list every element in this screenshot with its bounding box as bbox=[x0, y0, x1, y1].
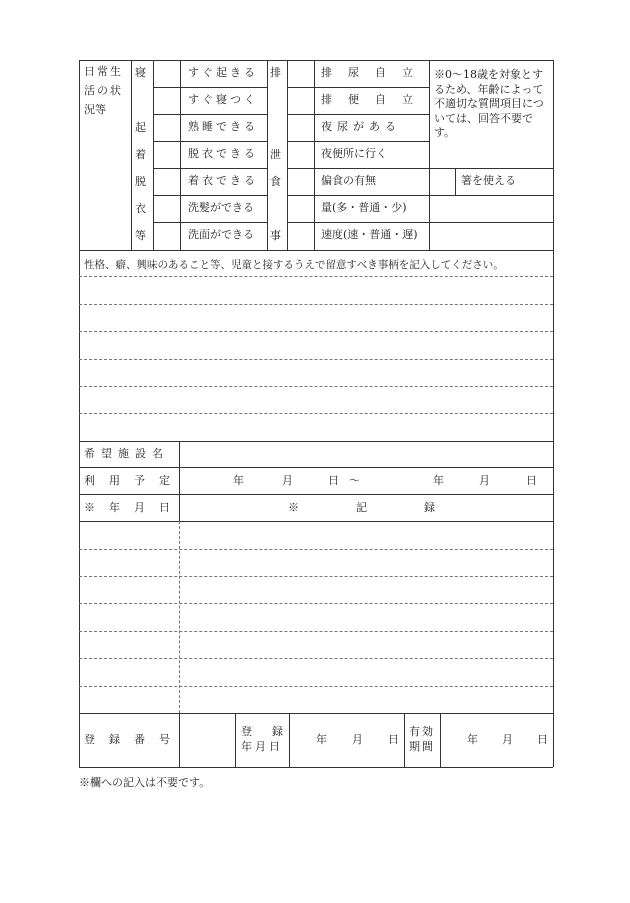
sleep-item: すぐ起きる bbox=[188, 66, 258, 79]
excretion-category-char: 事 bbox=[270, 229, 281, 242]
grid-line bbox=[79, 521, 553, 522]
daily-life-label-3: 況等 bbox=[84, 103, 106, 116]
grid-line bbox=[79, 713, 553, 714]
desired-facility-label: 希望施設名 bbox=[84, 447, 169, 460]
sleep-item: 洗髪ができる bbox=[188, 201, 254, 214]
grid-line bbox=[287, 168, 553, 169]
excretion-item: 速度(速・普通・遅) bbox=[321, 228, 418, 241]
grid-line bbox=[235, 713, 236, 767]
sleep-item: 脱衣できる bbox=[188, 147, 258, 160]
valid-period-label: 有効 bbox=[409, 725, 435, 738]
grid-line bbox=[267, 60, 268, 250]
schedule-month-end: 月 bbox=[479, 474, 490, 487]
daily-life-label-1: 日常生 bbox=[84, 65, 123, 78]
excretion-category-char: 泄 bbox=[270, 148, 281, 161]
schedule-day-end: 日 bbox=[526, 474, 537, 487]
record-line bbox=[79, 603, 553, 604]
sleep-item: 着衣できる bbox=[188, 174, 258, 187]
table-border bbox=[79, 60, 553, 61]
registration-number-label: 登録番号 bbox=[84, 733, 184, 746]
grid-line bbox=[153, 141, 267, 142]
record-line bbox=[79, 686, 553, 687]
sleep-item: 熟睡できる bbox=[188, 120, 258, 133]
grid-line bbox=[287, 114, 429, 115]
excretion-category-char: 排 bbox=[270, 66, 281, 79]
registration-date-label: 登録 bbox=[241, 725, 303, 738]
schedule-day: 日 bbox=[328, 474, 339, 487]
record-label: ※記録 bbox=[288, 501, 492, 514]
grid-line bbox=[404, 713, 405, 767]
chopsticks-item: 箸を使える bbox=[461, 174, 516, 187]
sleep-category-char: 脱 bbox=[135, 175, 146, 188]
registration-day: 日 bbox=[388, 733, 399, 746]
excretion-item: 夜尿がある bbox=[321, 120, 401, 133]
excretion-item: 排尿自立 bbox=[321, 66, 429, 79]
writing-line bbox=[79, 304, 553, 305]
age-note: ※0～18歳を対象とするため、年齢によって不適切な質問項目については、回答不要です。 bbox=[434, 68, 544, 139]
sleep-category-char: 寝 bbox=[135, 66, 146, 79]
excretion-item: 夜便所に行く bbox=[321, 147, 387, 160]
grid-line bbox=[153, 87, 267, 88]
valid-year: 年 bbox=[467, 733, 478, 746]
writing-line bbox=[79, 386, 553, 387]
writing-line bbox=[79, 413, 553, 414]
grid-line bbox=[153, 222, 267, 223]
grid-line bbox=[79, 467, 553, 468]
grid-line bbox=[79, 441, 553, 442]
registration-year: 年 bbox=[316, 733, 327, 746]
grid-line bbox=[79, 494, 553, 495]
grid-line bbox=[153, 195, 267, 196]
grid-line bbox=[287, 222, 553, 223]
sleep-item: 洗面ができる bbox=[188, 228, 254, 241]
writing-line bbox=[79, 276, 553, 277]
grid-line bbox=[287, 195, 553, 196]
grid-line bbox=[455, 169, 456, 196]
registration-month: 月 bbox=[352, 733, 363, 746]
excretion-item: 排便自立 bbox=[321, 93, 429, 106]
record-line bbox=[79, 549, 553, 550]
record-line bbox=[79, 658, 553, 659]
grid-line bbox=[153, 114, 267, 115]
table-border bbox=[553, 60, 554, 767]
record-line bbox=[79, 631, 553, 632]
grid-line bbox=[440, 713, 441, 767]
grid-line bbox=[287, 87, 429, 88]
valid-period-label: 期間 bbox=[409, 740, 435, 753]
excretion-category-char: 食 bbox=[270, 175, 281, 188]
writing-line bbox=[79, 359, 553, 360]
table-border bbox=[79, 767, 553, 768]
sleep-item: すぐ寝つく bbox=[188, 93, 258, 106]
grid-line bbox=[79, 250, 553, 251]
schedule-tilde: ～ bbox=[349, 474, 360, 487]
grid-line bbox=[153, 168, 267, 169]
grid-line bbox=[131, 60, 132, 250]
sleep-category-char: 着 bbox=[135, 148, 146, 161]
grid-line bbox=[289, 713, 290, 767]
excretion-item: 量(多・普通・少) bbox=[321, 201, 407, 214]
grid-line bbox=[287, 141, 429, 142]
sleep-category-char: 衣 bbox=[135, 202, 146, 215]
valid-month: 月 bbox=[502, 733, 513, 746]
schedule-month: 月 bbox=[282, 474, 293, 487]
schedule-year: 年 bbox=[233, 474, 244, 487]
writing-line bbox=[79, 331, 553, 332]
daily-life-label-2: 活の状 bbox=[84, 84, 123, 97]
record-line bbox=[79, 576, 553, 577]
sleep-category-char: 等 bbox=[135, 229, 146, 242]
record-date-label: ※年月日 bbox=[84, 501, 184, 514]
personality-prompt: 性格、癖、興味のあること等、児童と接するうえで留意すべき事柄を記入してください。 bbox=[84, 259, 504, 271]
footer-note: ※欄への記入は不要です。 bbox=[79, 776, 211, 789]
excretion-item: 偏食の有無 bbox=[321, 174, 376, 187]
sleep-category-char: 起 bbox=[135, 121, 146, 134]
schedule-label: 利用予定 bbox=[84, 474, 184, 487]
valid-day: 日 bbox=[537, 733, 548, 746]
registration-date-label: 年月日 bbox=[241, 740, 283, 753]
schedule-year-end: 年 bbox=[433, 474, 444, 487]
